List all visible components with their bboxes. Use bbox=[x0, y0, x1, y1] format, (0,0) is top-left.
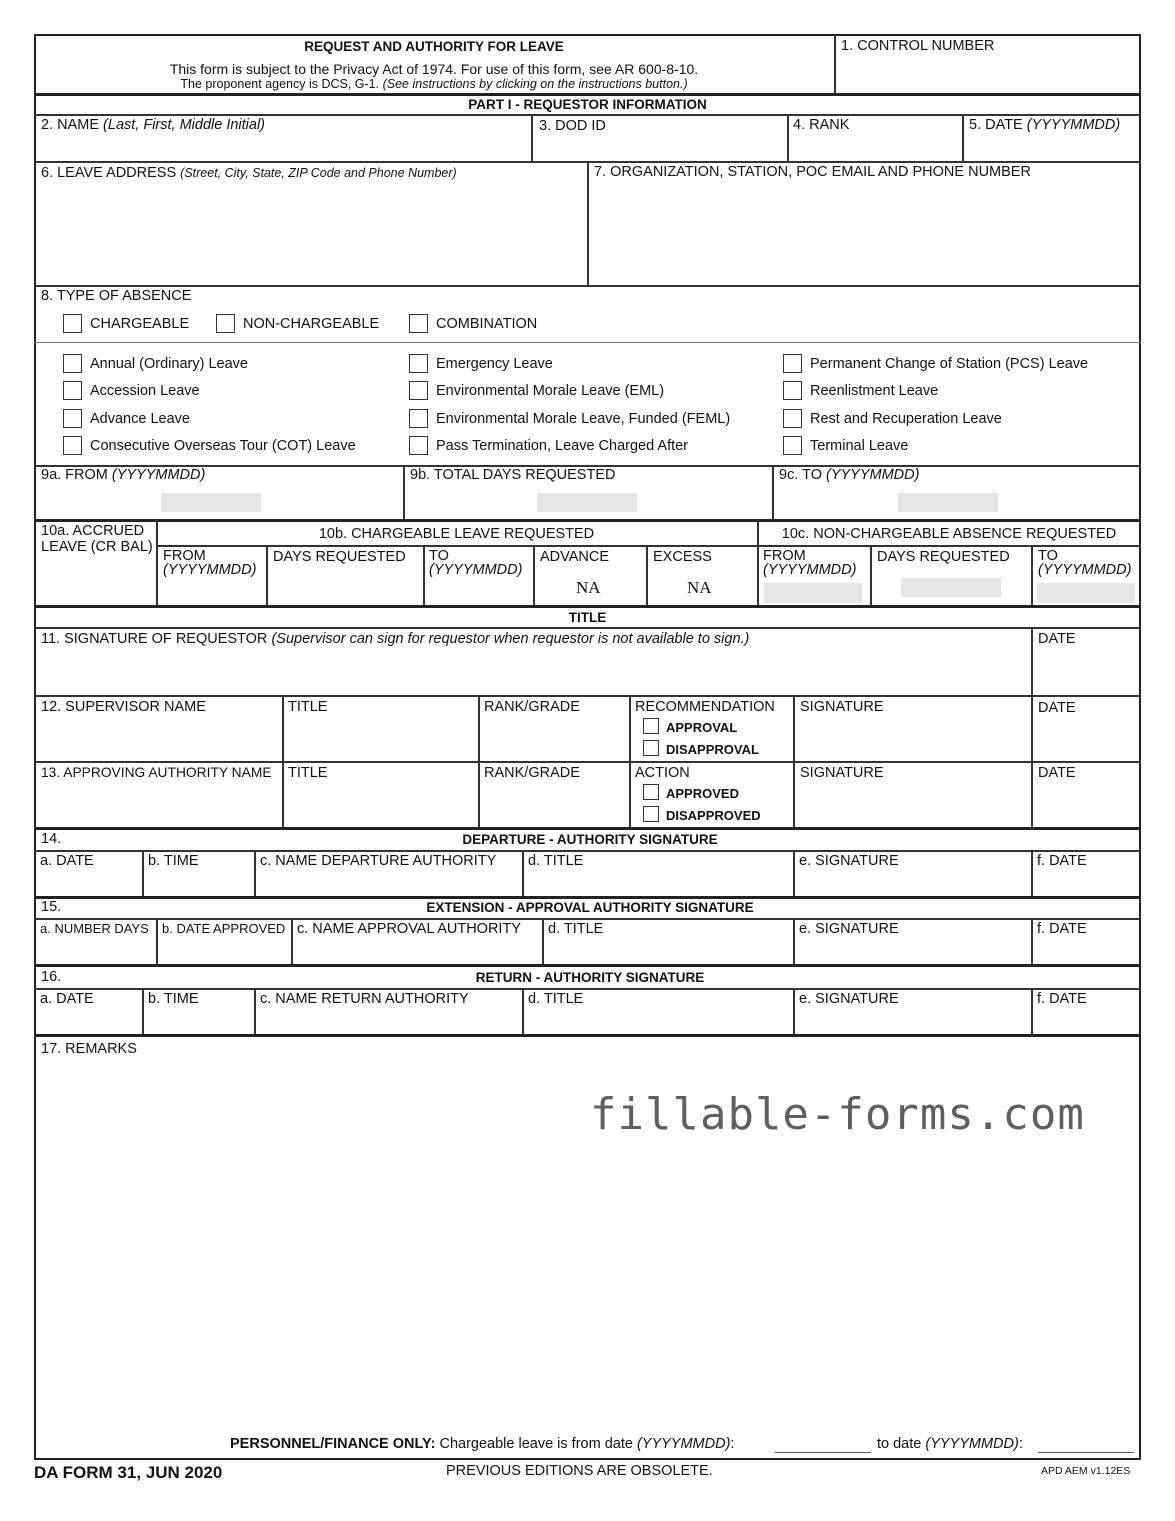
return-field-d[interactable]: d. TITLE bbox=[528, 991, 584, 1007]
to-date-input[interactable] bbox=[898, 493, 998, 512]
departure-number: 14. bbox=[41, 831, 62, 847]
action-label: ACTION bbox=[635, 765, 690, 781]
extension-field-a[interactable]: a. NUMBER DAYS bbox=[40, 921, 149, 936]
c-days-label: DAYS REQUESTED bbox=[877, 549, 1010, 565]
c-from-input[interactable] bbox=[764, 583, 862, 603]
leave-type-label: Annual (Ordinary) Leave bbox=[90, 356, 248, 372]
recommendation-label: RECOMMENDATION bbox=[635, 699, 775, 715]
disapproval-label: DISAPPROVAL bbox=[666, 742, 759, 757]
dod-id-field[interactable]: 3. DOD ID bbox=[539, 118, 606, 134]
extension-field-d[interactable]: d. TITLE bbox=[548, 921, 604, 937]
extension-field-b[interactable]: b. DATE APPROVED bbox=[162, 921, 286, 936]
return-field-b[interactable]: b. TIME bbox=[148, 991, 199, 1007]
organization-field[interactable]: 7. ORGANIZATION, STATION, POC EMAIL AND PHONE NUMBER bbox=[594, 164, 1031, 180]
chargeable-label: CHARGEABLE bbox=[90, 316, 190, 332]
total-days-label: 9b. TOTAL DAYS REQUESTED bbox=[410, 467, 616, 483]
departure-field-c[interactable]: c. NAME DEPARTURE AUTHORITY bbox=[260, 853, 497, 869]
leave-type-checkbox[interactable] bbox=[409, 381, 428, 400]
form-title: REQUEST AND AUTHORITY FOR LEAVE bbox=[304, 39, 564, 54]
supervisor-date[interactable]: DATE bbox=[1038, 700, 1076, 716]
chargeable-from-input[interactable] bbox=[775, 1452, 871, 1453]
extension-field-f[interactable]: f. DATE bbox=[1037, 921, 1087, 937]
c-to-label: TO (YYYYMMDD) bbox=[1038, 548, 1132, 578]
approval-checkbox[interactable] bbox=[643, 718, 659, 734]
leave-type-checkbox[interactable] bbox=[63, 436, 82, 455]
approving-date[interactable]: DATE bbox=[1038, 765, 1076, 781]
leave-type-checkbox[interactable] bbox=[783, 354, 802, 373]
disapproved-checkbox[interactable] bbox=[643, 806, 659, 822]
requestor-date[interactable]: DATE bbox=[1038, 631, 1076, 647]
excess-value[interactable]: NA bbox=[687, 578, 712, 597]
leave-type-checkbox[interactable] bbox=[409, 354, 428, 373]
extension-field-c[interactable]: c. NAME APPROVAL AUTHORITY bbox=[297, 921, 521, 937]
leave-type-label: Consecutive Overseas Tour (COT) Leave bbox=[90, 438, 356, 454]
to-date-label: 9c. TO (YYYYMMDD) bbox=[779, 467, 920, 483]
leave-type-label: Advance Leave bbox=[90, 411, 190, 427]
leave-type-label: Reenlistment Leave bbox=[810, 383, 939, 399]
privacy-statement: This form is subject to the Privacy Act of 1974. For use of this form, see AR 600-8-10. bbox=[169, 61, 699, 77]
b-from-label: FROM (YYYYMMDD) bbox=[163, 548, 257, 578]
leave-type-label: Environmental Morale Leave, Funded (FEML) bbox=[436, 411, 731, 427]
return-field-e[interactable]: e. SIGNATURE bbox=[799, 991, 899, 1007]
obsolete-note: PREVIOUS EDITIONS ARE OBSOLETE. bbox=[446, 1463, 713, 1479]
departure-field-e[interactable]: e. SIGNATURE bbox=[799, 853, 899, 869]
signatures-title: TITLE bbox=[568, 610, 607, 625]
form-number: DA FORM 31, JUN 2020 bbox=[34, 1463, 223, 1482]
chargeable-to-input[interactable] bbox=[1038, 1452, 1134, 1453]
name-field[interactable]: 2. NAME (Last, First, Middle Initial) bbox=[41, 117, 266, 133]
leave-type-checkbox[interactable] bbox=[409, 409, 428, 428]
departure-field-d[interactable]: d. TITLE bbox=[528, 853, 584, 869]
remarks-label: 17. REMARKS bbox=[41, 1041, 137, 1057]
accrued-leave-label: 10a. ACCRUED LEAVE (CR BAL) bbox=[41, 523, 153, 555]
non-chargeable-label: NON-CHARGEABLE bbox=[243, 316, 380, 332]
leave-type-label: Permanent Change of Station (PCS) Leave bbox=[810, 356, 1089, 372]
departure-field-f[interactable]: f. DATE bbox=[1037, 853, 1087, 869]
c-to-input[interactable] bbox=[1037, 583, 1135, 603]
return-title: RETURN - AUTHORITY SIGNATURE bbox=[475, 970, 705, 985]
advance-label: ADVANCE bbox=[540, 549, 610, 565]
type-of-absence-label: 8. TYPE OF ABSENCE bbox=[41, 288, 192, 304]
leave-type-label: Emergency Leave bbox=[436, 356, 553, 372]
leave-type-checkbox[interactable] bbox=[63, 354, 82, 373]
approving-authority-name-field[interactable]: 13. APPROVING AUTHORITY NAME bbox=[41, 765, 272, 780]
from-date-label: 9a. FROM (YYYYMMDD) bbox=[41, 467, 206, 483]
disapproval-checkbox[interactable] bbox=[643, 740, 659, 756]
personnel-finance-line: PERSONNEL/FINANCE ONLY: Chargeable leave is from date (YYYYMMDD): bbox=[230, 1436, 735, 1452]
leave-type-label: Rest and Recuperation Leave bbox=[810, 411, 1002, 427]
extension-number: 15. bbox=[41, 899, 62, 915]
extension-title: EXTENSION - APPROVAL AUTHORITY SIGNATURE bbox=[426, 900, 754, 915]
supervisor-signature-field[interactable]: SIGNATURE bbox=[800, 699, 884, 715]
date-field[interactable]: 5. DATE (YYYYMMDD) bbox=[969, 117, 1121, 133]
leave-type-label: Terminal Leave bbox=[810, 438, 909, 454]
b-days-label: DAYS REQUESTED bbox=[273, 549, 406, 565]
requestor-signature-field[interactable]: 11. SIGNATURE OF REQUESTOR (Supervisor can sign for requestor when requestor is not available to sign.) bbox=[41, 631, 750, 647]
approving-rank-field[interactable]: RANK/GRADE bbox=[484, 765, 580, 781]
supervisor-rank-field[interactable]: RANK/GRADE bbox=[484, 699, 580, 715]
nonchargeable-title: 10c. NON-CHARGEABLE ABSENCE REQUESTED bbox=[781, 526, 1117, 542]
leave-type-label: Accession Leave bbox=[90, 383, 200, 399]
departure-title: DEPARTURE - AUTHORITY SIGNATURE bbox=[462, 832, 718, 847]
control-number-label: 1. CONTROL NUMBER bbox=[841, 38, 995, 54]
departure-field-a[interactable]: a. DATE bbox=[40, 853, 94, 869]
c-days-input[interactable] bbox=[901, 578, 1001, 597]
approving-title-field[interactable]: TITLE bbox=[288, 765, 328, 781]
extension-field-e[interactable]: e. SIGNATURE bbox=[799, 921, 899, 937]
disapproved-label: DISAPPROVED bbox=[666, 808, 761, 823]
leave-type-checkbox[interactable] bbox=[783, 381, 802, 400]
leave-type-label: Pass Termination, Leave Charged After bbox=[436, 438, 689, 454]
to-date-line: to date (YYYYMMDD): bbox=[877, 1436, 1023, 1452]
c-from-label: FROM (YYYYMMDD) bbox=[763, 548, 857, 578]
departure-field-b[interactable]: b. TIME bbox=[148, 853, 199, 869]
watermark: fillable-forms.com bbox=[590, 1089, 1085, 1140]
approved-checkbox[interactable] bbox=[643, 784, 659, 800]
proponent-statement: The proponent agency is DCS, G-1. (See instructions by clicking on the instructions button.) bbox=[180, 77, 688, 91]
return-number: 16. bbox=[41, 969, 62, 985]
chargeable-leave-title: 10b. CHARGEABLE LEAVE REQUESTED bbox=[318, 526, 595, 542]
leave-type-label: Environmental Morale Leave (EML) bbox=[436, 383, 665, 399]
combination-label: COMBINATION bbox=[436, 316, 538, 332]
leave-type-checkbox[interactable] bbox=[409, 436, 428, 455]
non-chargeable-checkbox[interactable] bbox=[216, 314, 235, 333]
supervisor-title-field[interactable]: TITLE bbox=[288, 699, 328, 715]
approved-label: APPROVED bbox=[666, 786, 739, 801]
leave-address-field[interactable]: 6. LEAVE ADDRESS (Street, City, State, ZIP Code and Phone Number) bbox=[41, 165, 457, 181]
from-date-input[interactable] bbox=[161, 493, 261, 512]
version: APD AEM v1.12ES bbox=[1041, 1465, 1131, 1477]
approving-signature-field[interactable]: SIGNATURE bbox=[800, 765, 884, 781]
excess-label: EXCESS bbox=[653, 549, 712, 565]
part1-title: PART I - REQUESTOR INFORMATION bbox=[468, 97, 707, 112]
leave-type-checkbox[interactable] bbox=[783, 409, 802, 428]
return-field-c[interactable]: c. NAME RETURN AUTHORITY bbox=[260, 991, 469, 1007]
leave-type-checkbox[interactable] bbox=[783, 436, 802, 455]
rank-field[interactable]: 4. RANK bbox=[793, 117, 850, 133]
leave-type-checkbox[interactable] bbox=[63, 381, 82, 400]
advance-value[interactable]: NA bbox=[576, 578, 601, 597]
combination-checkbox[interactable] bbox=[409, 314, 428, 333]
approval-label: APPROVAL bbox=[666, 720, 738, 735]
supervisor-name-field[interactable]: 12. SUPERVISOR NAME bbox=[41, 699, 206, 715]
b-to-label: TO (YYYYMMDD) bbox=[429, 548, 523, 578]
total-days-input[interactable] bbox=[537, 493, 637, 512]
return-field-f[interactable]: f. DATE bbox=[1037, 991, 1087, 1007]
chargeable-checkbox[interactable] bbox=[63, 314, 82, 333]
leave-type-checkbox[interactable] bbox=[63, 409, 82, 428]
return-field-a[interactable]: a. DATE bbox=[40, 991, 94, 1007]
